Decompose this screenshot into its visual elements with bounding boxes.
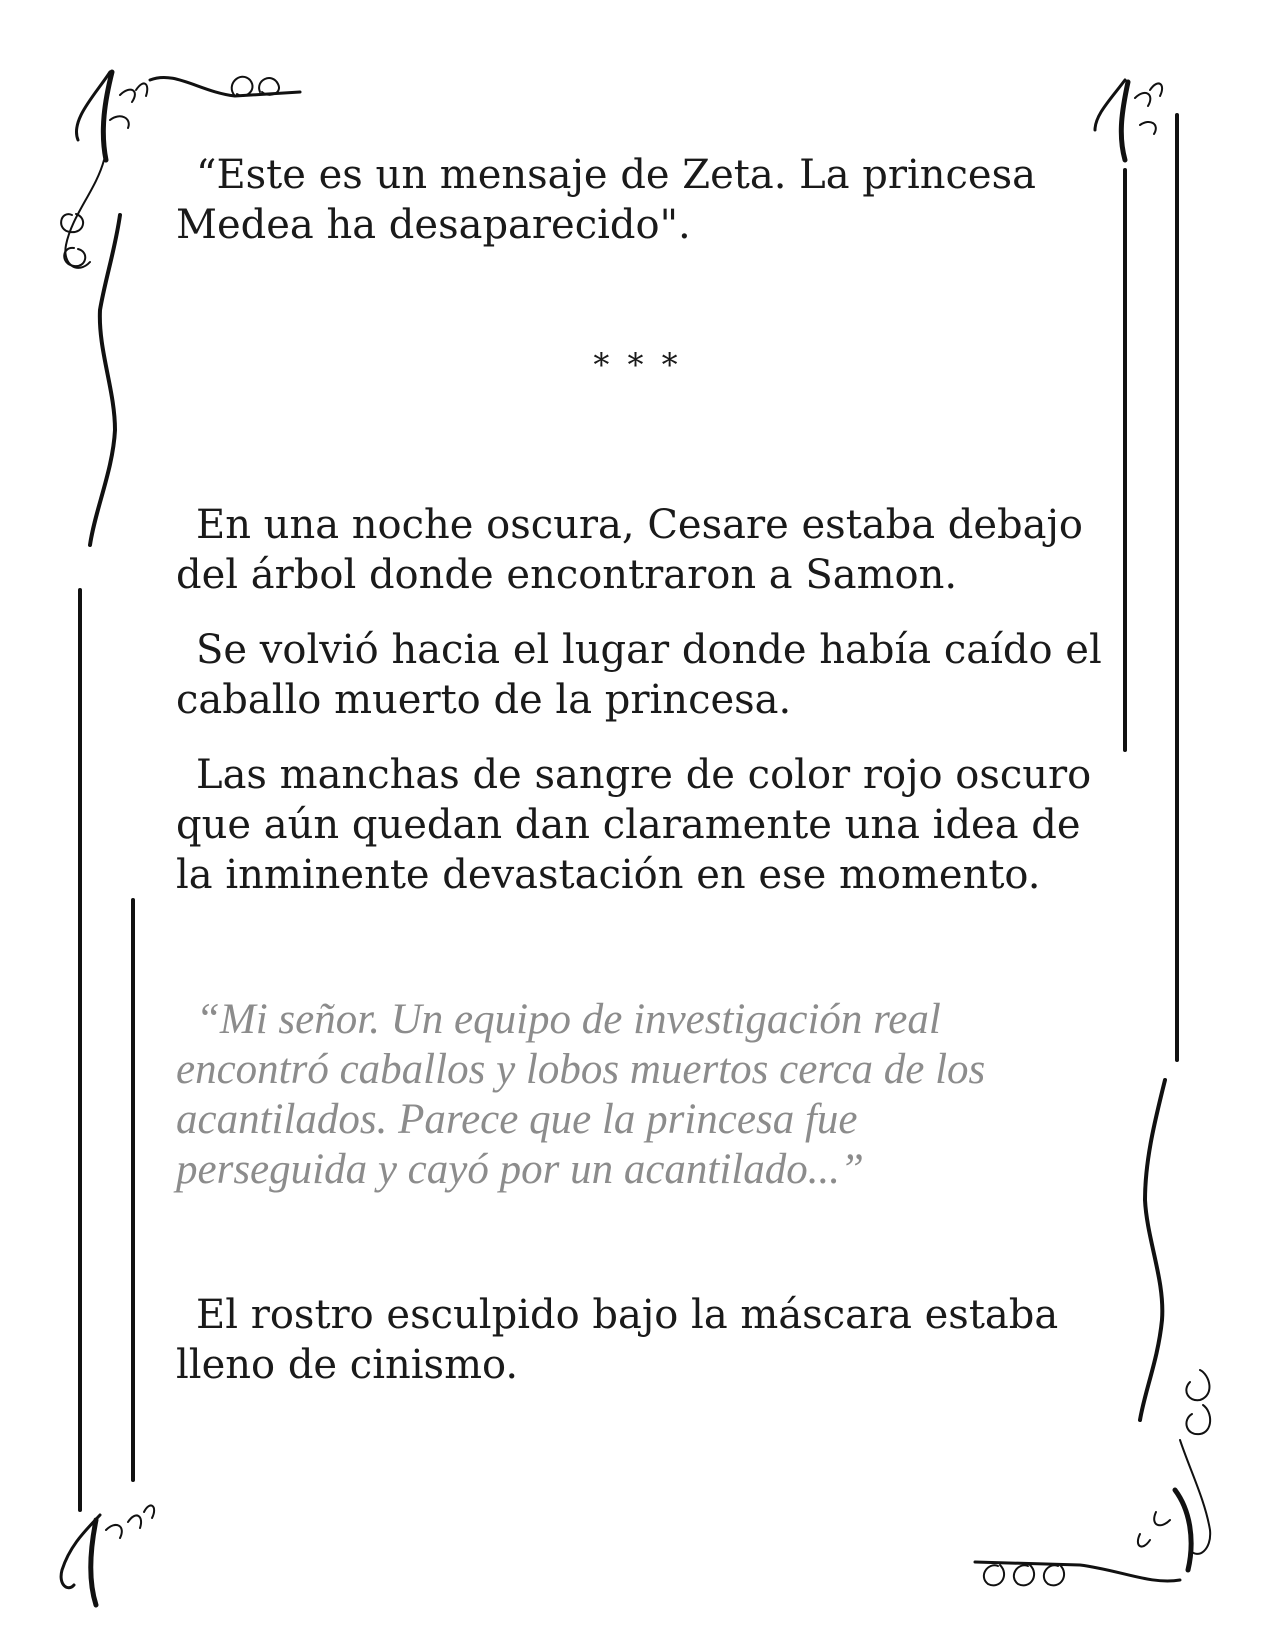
- paragraph-line: encontró caballos y lobos muertos cerca de los: [176, 1046, 986, 1093]
- paragraph-line: En una noche oscura, Cesare estaba debajo: [196, 502, 1083, 548]
- section-separator: * * *: [593, 346, 682, 384]
- paragraph-line: del árbol donde encontraron a Samon.: [176, 552, 958, 598]
- paragraph-turned-to-place: [176, 625, 1102, 725]
- paragraph-line: “Este es un mensaje de Zeta. La princesa: [196, 152, 1036, 198]
- paragraph-dark-night: [176, 500, 1083, 600]
- paragraph-line: la inminente devastación en ese momento.: [176, 852, 1041, 898]
- top-right-flourish-ornament: [1095, 80, 1162, 160]
- paragraph-line: Se volvió hacia el lugar donde había caído el: [196, 627, 1102, 673]
- paragraph-line: lleno de cinismo.: [176, 1342, 519, 1388]
- paragraph-blood-stains: [176, 750, 1092, 900]
- paragraph-line: que aún quedan dan claramente una idea de: [176, 802, 1081, 848]
- paragraph-line: perseguida y cayó por un acantilado...”: [176, 1146, 864, 1193]
- paragraph-line: acantilados. Parece que la princesa fue: [176, 1096, 858, 1143]
- paragraph-zeta-message: [176, 150, 1076, 250]
- paragraph-line: Medea ha desaparecido".: [176, 202, 691, 248]
- paragraph-sculpted-face: [176, 1290, 1076, 1390]
- paragraph-quote-investigation: [176, 995, 1076, 1195]
- paragraph-line: caballo muerto de la princesa.: [176, 677, 792, 723]
- paragraph-line: “Mi señor. Un equipo de investigación real: [196, 996, 941, 1043]
- top-left-flourish-ornament: [61, 72, 300, 545]
- bottom-left-flourish-ornament: [61, 1505, 154, 1605]
- paragraph-line: El rostro esculpido bajo la máscara estaba: [196, 1292, 1059, 1338]
- paragraph-line: Las manchas de sangre de color rojo oscuro: [196, 752, 1092, 798]
